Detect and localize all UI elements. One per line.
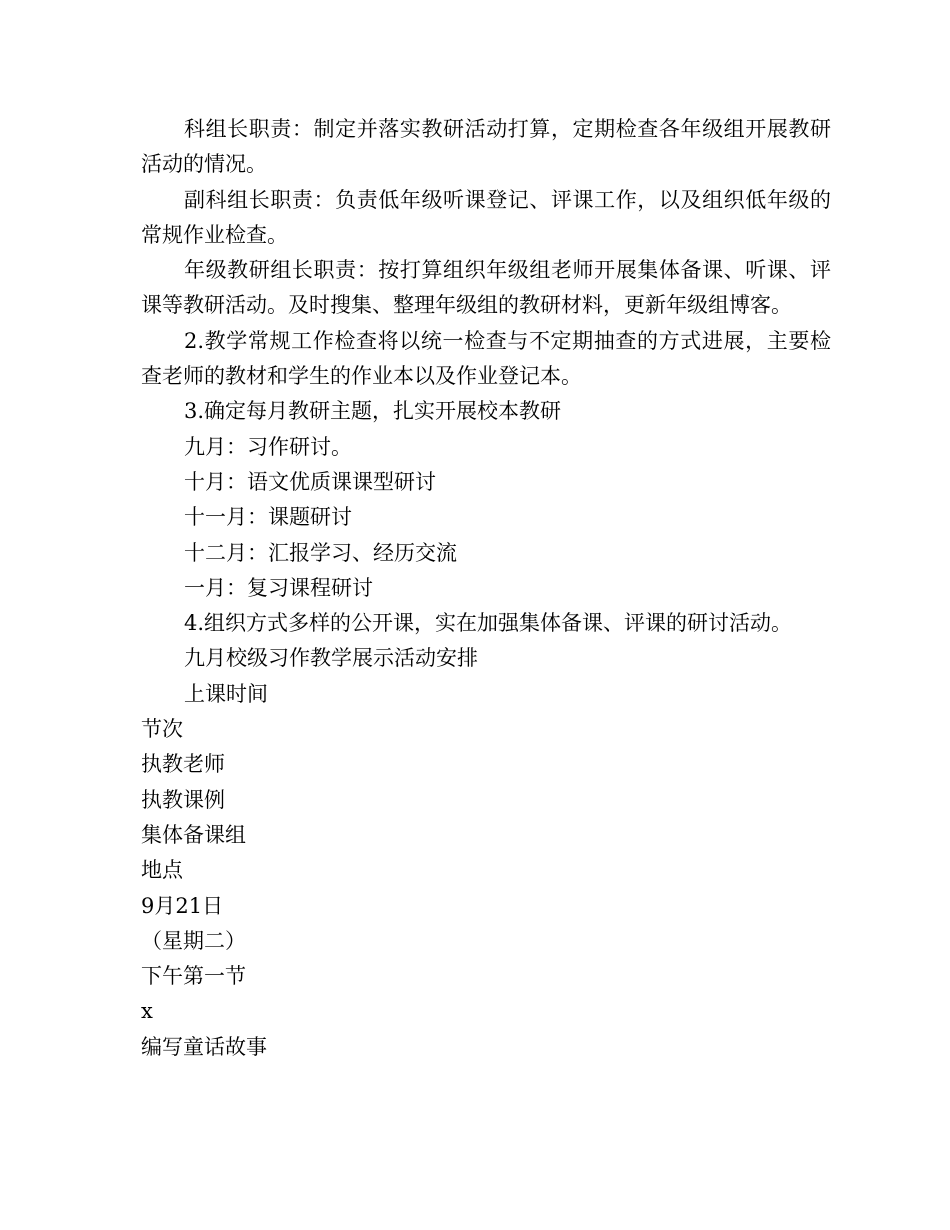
table-cell-weekday: （星期二） (141, 928, 246, 953)
paragraph-head-duty: 科组长职责：制定并落实教研活动打算，定期检查各年级组开展教研活动的情况。 (141, 117, 831, 177)
paragraph-deputy-duty: 副科组长职责：负责低年级听课登记、评课工作，以及组织低年级的常规作业检查。 (141, 187, 831, 247)
table-cell-date: 9月21日 (141, 893, 224, 918)
table-header-teacher: 执教老师 (141, 752, 225, 777)
table-header-lesson: 执教课例 (141, 787, 225, 812)
paragraph-routine-check: 2.教学常规工作检查将以统一检查与不定期抽查的方式进展，主要检查老师的教材和学生的作业本以及作业登记本。 (141, 328, 831, 389)
table-cell-teacher: x (141, 999, 153, 1024)
table-header-time: 上课时间 (184, 681, 268, 706)
paragraph-january: 一月：复习课程研讨 (184, 575, 373, 600)
table-header-prep-group: 集体备课组 (141, 822, 246, 847)
paragraph-november: 十一月：课题研讨 (184, 505, 352, 530)
paragraph-monthly-theme: 3.确定每月教研主题，扎实开展校本教研 (184, 399, 562, 424)
table-cell-lesson: 编写童话故事 (141, 1034, 267, 1059)
table-header-period: 节次 (141, 717, 183, 742)
paragraph-september: 九月：习作研讨。 (184, 434, 352, 459)
paragraph-schedule-title: 九月校级习作教学展示活动安排 (184, 646, 478, 671)
table-header-location: 地点 (141, 858, 183, 883)
paragraph-open-class: 4.组织方式多样的公开课，实在加强集体备课、评课的研讨活动。 (184, 611, 793, 636)
paragraph-october: 十月：语文优质课课型研讨 (184, 469, 436, 494)
paragraph-grade-leader-duty: 年级教研组长职责：按打算组织年级组老师开展集体备课、听课、评课等教研活动。及时搜集、整理年级组的教研材料，更新年级组博客。 (141, 258, 831, 318)
document-body (141, 112, 831, 1065)
paragraph-december: 十二月：汇报学习、经历交流 (184, 540, 457, 565)
table-cell-period: 下午第一节 (141, 964, 246, 989)
